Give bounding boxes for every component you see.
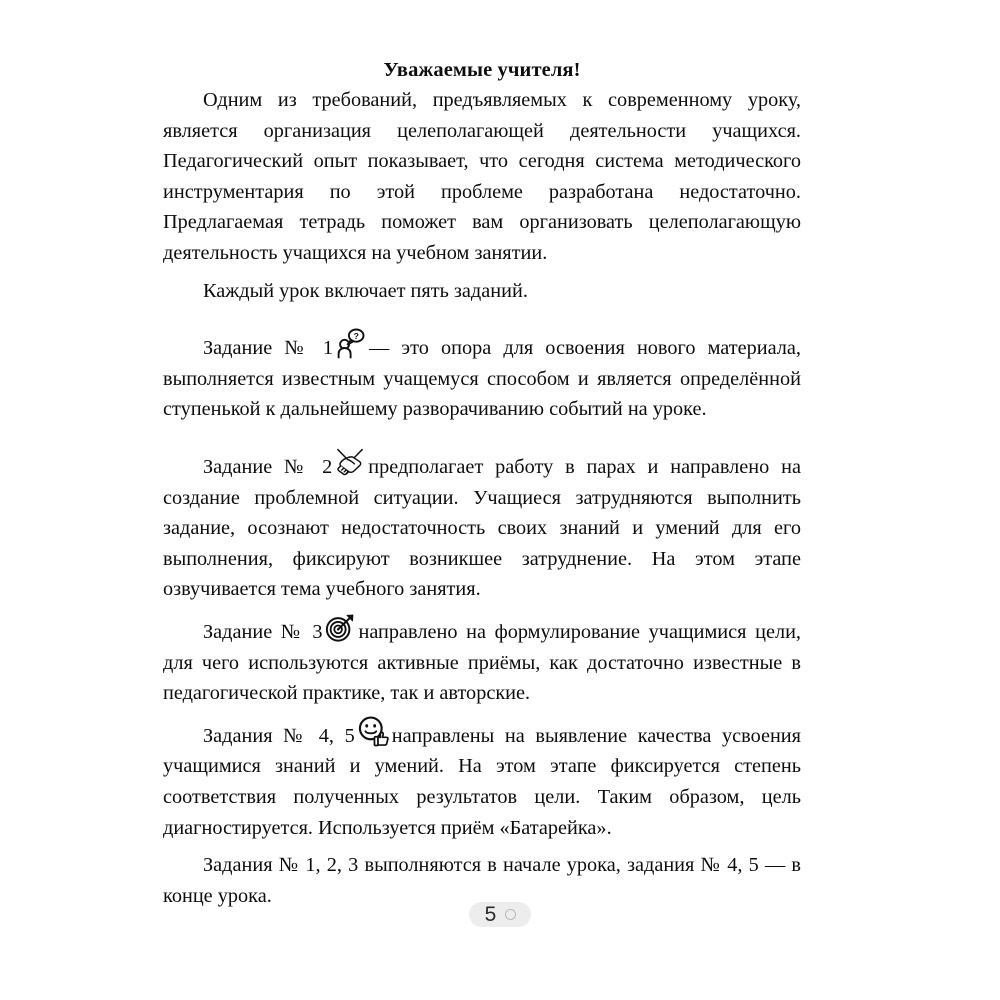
page-number-pill[interactable] <box>469 902 532 927</box>
circle-outline-icon[interactable] <box>505 909 516 920</box>
target-arrow-icon <box>325 612 355 643</box>
page-number: 5 <box>484 902 497 926</box>
paragraph-timing: Задания № 1, 2, 3 выполняются в начале урока, задания № 4, 5 — в конце урока. <box>163 854 801 907</box>
task-4-5-lead: Задания № 4, 5 <box>203 724 355 747</box>
svg-text:?: ? <box>353 331 359 342</box>
page-title: Уважаемые учителя! <box>383 59 581 81</box>
person-question-icon <box>336 328 366 359</box>
text-column <box>163 57 801 911</box>
paragraph-task-3 <box>163 612 801 709</box>
task-2-text: предполагает работу в парах и направлено на создание проблемной ситуации. Учащиеся затрудняются выполнить задание, осознают недостаточность своих знаний и умений для его выполнения, фиксируют возникшее затруднение. На этом этапе озвучивается тема учебного занятия. <box>163 455 801 601</box>
task-2-lead: Задание № 2 <box>203 455 333 478</box>
page-footer <box>0 902 1000 927</box>
task-4-5-text: направлены на выявление качества усвоения учащимися знаний и умений. На этом этапе фиксируется степень соответствия полученных результатов цели. Таким образом, цель диагностируется. Используется приём «Батарейка». <box>163 724 801 839</box>
paragraph-five-tasks: Каждый урок включает пять заданий. <box>203 279 528 302</box>
task-3-lead: Задание № 3 <box>203 620 323 643</box>
paragraph-intro: Одним из требований, предъявляемых к современному уроку, является организация целеполагающей деятельности учащихся. Педагогический опыт показывает, что сегодня система методического инструментария по этой проблеме разработана недостаточно. Предлагаемая тетрадь поможет вам организовать целеполагающую деятельность учащихся на учебном занятии. <box>163 89 801 265</box>
paragraph-task-4-5 <box>163 716 801 843</box>
paragraph-task-1 <box>163 328 801 425</box>
paragraph-task-2 <box>163 447 801 605</box>
handshake-icon <box>335 447 365 478</box>
task-3-text: направлено на формулирование учащимися цели, для чего используются активные приёмы, как достаточно известные в педагогической практике, так и авторские. <box>163 620 801 705</box>
task-1-lead: Задание № 1 <box>203 337 334 360</box>
task-1-text: — это опора для освоения нового материала, выполняется известным учащемуся способом и является определённой ступенькой к дальнейшему разворачиванию событий на уроке. <box>163 337 802 421</box>
smiley-thumbsup-icon <box>358 716 389 747</box>
